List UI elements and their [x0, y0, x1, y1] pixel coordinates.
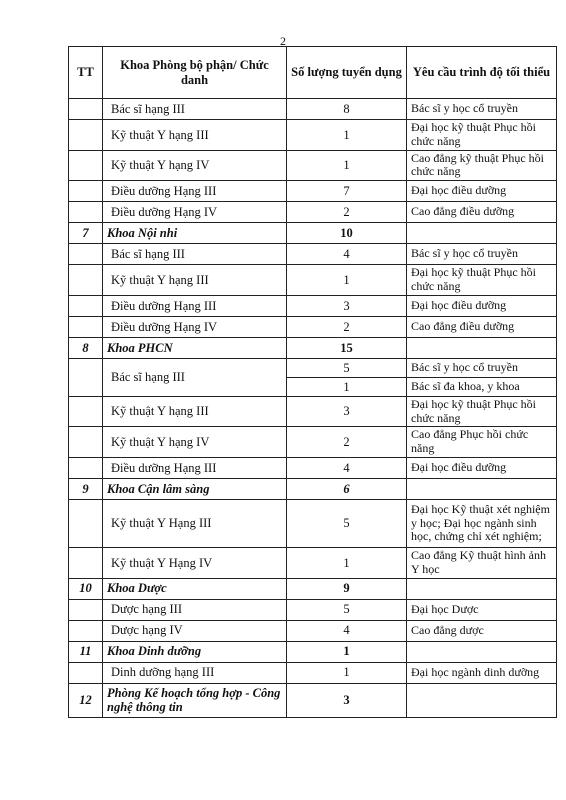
department-row — [69, 478, 557, 499]
position-tt — [69, 120, 103, 151]
position-row — [69, 181, 557, 202]
position-title: Dinh dưỡng hạng III — [103, 662, 287, 683]
position-count: 1 — [287, 377, 407, 396]
position-row — [69, 599, 557, 620]
department-count: 10 — [287, 223, 407, 244]
position-title: Dược hạng III — [103, 599, 287, 620]
position-requirement: Đại học kỹ thuật Phục hồi chức năng — [407, 265, 557, 296]
position-tt — [69, 265, 103, 296]
position-row — [69, 265, 557, 296]
position-requirement: Bác sĩ đa khoa, y khoa — [407, 377, 557, 396]
position-title: Kỹ thuật Y Hạng III — [103, 499, 287, 547]
position-count: 1 — [287, 150, 407, 181]
position-row — [69, 150, 557, 181]
position-count: 2 — [287, 202, 407, 223]
position-row — [69, 620, 557, 641]
position-count: 2 — [287, 316, 407, 337]
department-requirement — [407, 578, 557, 599]
position-requirement: Đại học Kỹ thuật xét nghiệm y học; Đại học ngành sinh học, chứng chỉ xét nghiệm; — [407, 499, 557, 547]
position-count: 5 — [287, 499, 407, 547]
position-requirement: Bác sĩ y học cổ truyền — [407, 99, 557, 120]
position-row — [69, 427, 557, 458]
department-name: Phòng Kế hoạch tổng hợp - Công nghệ thông tin — [103, 683, 287, 717]
position-requirement: Bác sĩ y học cổ truyền — [407, 358, 557, 377]
position-row — [69, 295, 557, 316]
page-number: 2 — [280, 34, 286, 48]
position-row — [69, 316, 557, 337]
position-tt — [69, 150, 103, 181]
department-requirement — [407, 478, 557, 499]
position-row — [69, 499, 557, 547]
position-row — [69, 547, 557, 578]
department-name: Khoa Dược — [103, 578, 287, 599]
position-title: Kỹ thuật Y hạng III — [103, 120, 287, 151]
position-count: 4 — [287, 244, 407, 265]
position-requirement: Đại học điều dưỡng — [407, 457, 557, 478]
position-title: Điều dưỡng Hạng III — [103, 295, 287, 316]
position-row — [69, 396, 557, 427]
header-requirement: Yêu cầu trình độ tối thiểu — [407, 47, 557, 99]
position-count: 2 — [287, 427, 407, 458]
position-count: 3 — [287, 295, 407, 316]
position-tt — [69, 358, 103, 396]
position-count: 5 — [287, 358, 407, 377]
position-requirement: Bác sĩ y học cổ truyền — [407, 244, 557, 265]
position-title: Dược hạng IV — [103, 620, 287, 641]
position-row — [69, 120, 557, 151]
department-count: 15 — [287, 337, 407, 358]
position-tt — [69, 181, 103, 202]
position-count: 7 — [287, 181, 407, 202]
position-row — [69, 244, 557, 265]
department-requirement — [407, 337, 557, 358]
position-requirement: Đại học điều dưỡng — [407, 295, 557, 316]
header-count: Số lượng tuyển dụng — [287, 47, 407, 99]
position-count: 1 — [287, 265, 407, 296]
position-title: Điều dưỡng Hạng III — [103, 181, 287, 202]
department-name: Khoa Dinh dưỡng — [103, 641, 287, 662]
position-requirement: Cao đẳng dược — [407, 620, 557, 641]
position-tt — [69, 547, 103, 578]
department-row — [69, 683, 557, 717]
position-count: 3 — [287, 396, 407, 427]
position-title: Kỹ thuật Y hạng III — [103, 396, 287, 427]
department-row — [69, 223, 557, 244]
department-tt: 9 — [69, 478, 103, 499]
department-name: Khoa Nội nhi — [103, 223, 287, 244]
position-requirement: Cao đẳng Phục hồi chức năng — [407, 427, 557, 458]
department-row — [69, 337, 557, 358]
header-tt: TT — [69, 47, 103, 99]
department-count: 3 — [287, 683, 407, 717]
position-requirement: Cao đẳng điều dưỡng — [407, 316, 557, 337]
department-row — [69, 578, 557, 599]
position-tt — [69, 396, 103, 427]
department-tt: 12 — [69, 683, 103, 717]
position-tt — [69, 427, 103, 458]
position-requirement: Cao đẳng kỹ thuật Phục hồi chức năng — [407, 150, 557, 181]
position-count: 1 — [287, 120, 407, 151]
position-tt — [69, 499, 103, 547]
position-tt — [69, 620, 103, 641]
position-title: Kỹ thuật Y hạng IV — [103, 427, 287, 458]
position-row — [69, 99, 557, 120]
position-count: 1 — [287, 547, 407, 578]
position-requirement: Cao đẳng điều dưỡng — [407, 202, 557, 223]
position-title: Kỹ thuật Y hạng IV — [103, 150, 287, 181]
position-title: Điều dưỡng Hạng IV — [103, 202, 287, 223]
department-count: 6 — [287, 478, 407, 499]
position-title: Điều dưỡng Hạng IV — [103, 316, 287, 337]
position-count: 5 — [287, 599, 407, 620]
position-row — [69, 662, 557, 683]
position-title: Bác sĩ hạng III — [103, 358, 287, 396]
department-requirement — [407, 683, 557, 717]
department-tt: 11 — [69, 641, 103, 662]
position-tt — [69, 316, 103, 337]
department-requirement — [407, 223, 557, 244]
position-tt — [69, 99, 103, 120]
position-tt — [69, 295, 103, 316]
department-count: 9 — [287, 578, 407, 599]
position-row — [69, 358, 557, 377]
position-row — [69, 457, 557, 478]
department-tt: 7 — [69, 223, 103, 244]
position-count: 4 — [287, 457, 407, 478]
department-requirement — [407, 641, 557, 662]
position-count: 8 — [287, 99, 407, 120]
department-tt: 10 — [69, 578, 103, 599]
header-dept: Khoa Phòng bộ phận/ Chức danh — [103, 47, 287, 99]
position-requirement: Đại học kỹ thuật Phục hồi chức năng — [407, 396, 557, 427]
department-row — [69, 641, 557, 662]
position-row — [69, 202, 557, 223]
position-requirement: Đại học ngành dinh dưỡng — [407, 662, 557, 683]
position-title: Điều dưỡng Hạng III — [103, 457, 287, 478]
department-tt: 8 — [69, 337, 103, 358]
position-title: Bác sĩ hạng III — [103, 99, 287, 120]
position-title: Kỹ thuật Y Hạng IV — [103, 547, 287, 578]
position-tt — [69, 599, 103, 620]
position-tt — [69, 202, 103, 223]
department-name: Khoa Cận lâm sàng — [103, 478, 287, 499]
position-tt — [69, 244, 103, 265]
position-requirement: Đại học Dược — [407, 599, 557, 620]
position-count: 1 — [287, 662, 407, 683]
department-name: Khoa PHCN — [103, 337, 287, 358]
position-title: Bác sĩ hạng III — [103, 244, 287, 265]
position-tt — [69, 457, 103, 478]
department-count: 1 — [287, 641, 407, 662]
position-requirement: Đại học điều dưỡng — [407, 181, 557, 202]
recruitment-table — [68, 46, 557, 718]
position-tt — [69, 662, 103, 683]
table-header-row — [69, 47, 557, 99]
position-count: 4 — [287, 620, 407, 641]
position-title: Kỹ thuật Y hạng III — [103, 265, 287, 296]
position-requirement: Cao đẳng Kỹ thuật hình ảnh Y học — [407, 547, 557, 578]
position-requirement: Đại học kỹ thuật Phục hồi chức năng — [407, 120, 557, 151]
